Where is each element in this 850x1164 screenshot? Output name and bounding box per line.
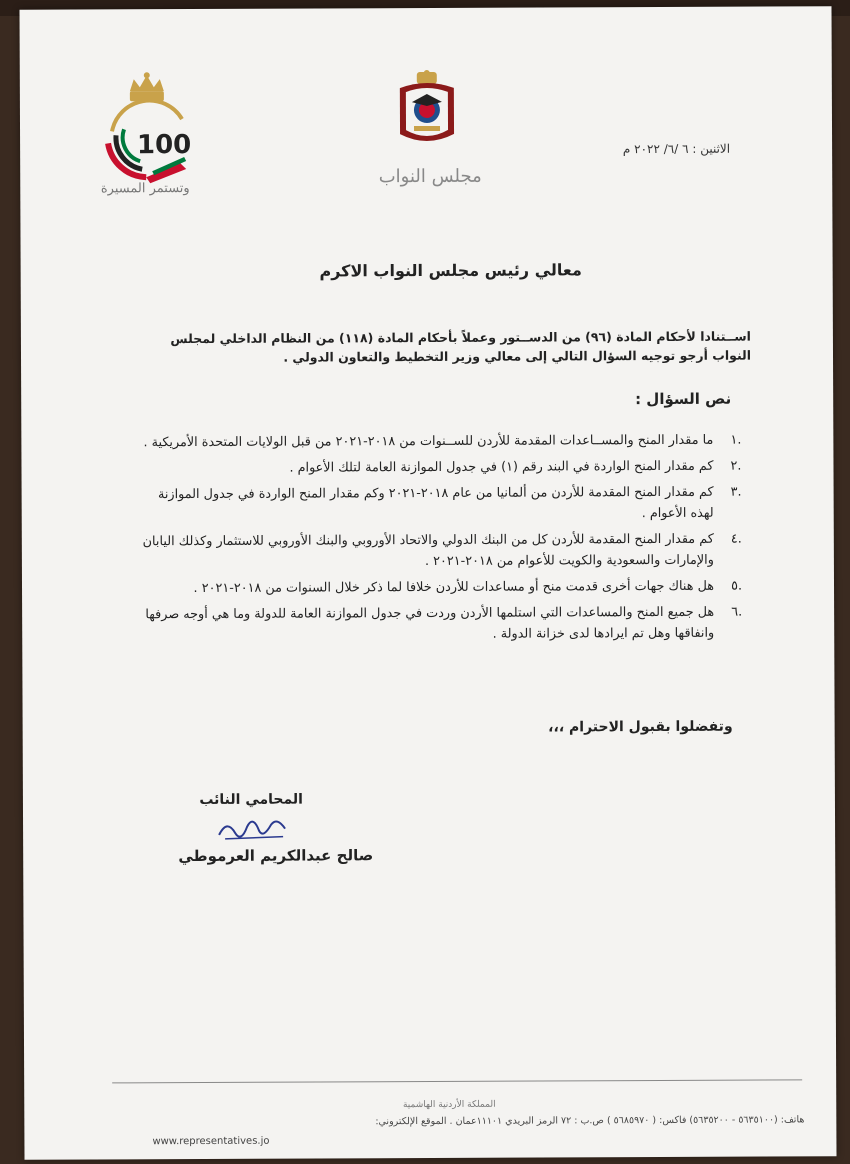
footer-divider xyxy=(112,1079,802,1083)
question-item xyxy=(142,602,742,647)
question-text: هل هناك جهات أخرى قدمت منح أو مساعدات للأردن خلافا لما ذكر خلال السنوات من ٢٠١٨-٢٠٢١ . xyxy=(193,578,715,597)
question-text: كم مقدار المنح المقدمة للأردن من ألمانيا من عام ٢٠١٨-٢٠٢١ وكم مقدار المنح الواردة في جدول الموازنة لهذه الأعوام . xyxy=(157,484,714,522)
question-item xyxy=(142,576,742,600)
question-number: .٢ xyxy=(730,458,742,474)
question-item xyxy=(141,430,741,454)
signatory-title: المحامي النائب xyxy=(199,791,303,808)
centenary-caption: وتستمر المسيرة xyxy=(100,181,190,197)
question-number: .٦ xyxy=(731,604,743,620)
council-name: مجلس النواب xyxy=(378,165,482,188)
question-number: .١ xyxy=(730,432,742,448)
addressee: معالي رئيس مجلس النواب الاكرم xyxy=(319,260,582,281)
question-text: كم مقدار المنح الواردة في البند رقم (١) في جدول الموازنة العامة لتلك الأعوام . xyxy=(289,458,714,476)
question-text: ما مقدار المنح والمســاعدات المقدمة للأردن للســنوات من ٢٠١٨-٢٠٢١ من قبل الولايات المتحدة الأمريكية . xyxy=(143,432,714,451)
questions-heading: نص السؤال : xyxy=(635,389,732,409)
closing-line: وتفضلوا بقبول الاحترام ،،، xyxy=(548,718,733,736)
jordan-coat-of-arms-icon xyxy=(392,70,462,150)
signatory-name: صالح عبدالكريم العرموطي xyxy=(178,846,374,866)
intro-paragraph: اســتنادا لأحكام المادة (٩٦) من الدســتور وعملاً بأحكام المادة (١١٨) من النظام الداخلي لمجلس النواب أرجو توجيه السؤال التالي إلى معالي وزير التخطيط والتعاون الدولي . xyxy=(170,328,752,365)
question-item xyxy=(141,456,741,480)
question-number: .٥ xyxy=(731,578,743,594)
question-item xyxy=(142,529,742,574)
question-number: .٣ xyxy=(730,484,742,500)
handwritten-signature-icon xyxy=(213,809,293,849)
question-text: كم مقدار المنح المقدمة للأردن كل من البنك الدولي والاتحاد الأوروبي والبنك الأوروبي للاستثمار وكذلك اليابان والإمارات والسعودية والكويت للأعوام من ٢٠١٨-٢٠٢١ . xyxy=(142,531,714,570)
footer-state-mark: المملكة الأردنية الهاشمية xyxy=(402,1099,496,1111)
question-text: هل جميع المنح والمساعدات التي استلمها الأردن وردت في جدول الموازنة العامة للدولة وما هي أوجه صرفها وانفاقها وهل تم ايرادها لدى خزانة الدولة . xyxy=(145,604,715,642)
footer-contact: هاتف: (٥٦٣٥١٠٠ - ٥٦٣٥٢٠٠) فاكس: ( ٥٦٨٥٩٧٠ ) ص.ب : ٧٢ الرمز البريدي ١١١٠١عمان . الموقع الإلكتروني: xyxy=(375,1114,805,1128)
footer-website-link[interactable]: www.representatives.jo xyxy=(152,1135,270,1148)
question-number: .٤ xyxy=(730,531,742,547)
questions-list xyxy=(141,430,742,652)
centenary-logo-number: 100 xyxy=(136,130,192,161)
letter-date: الاثنين : ٦ /٦/ ٢٠٢٢ م xyxy=(622,141,731,157)
letter-page xyxy=(19,6,836,1160)
question-item xyxy=(142,482,742,527)
